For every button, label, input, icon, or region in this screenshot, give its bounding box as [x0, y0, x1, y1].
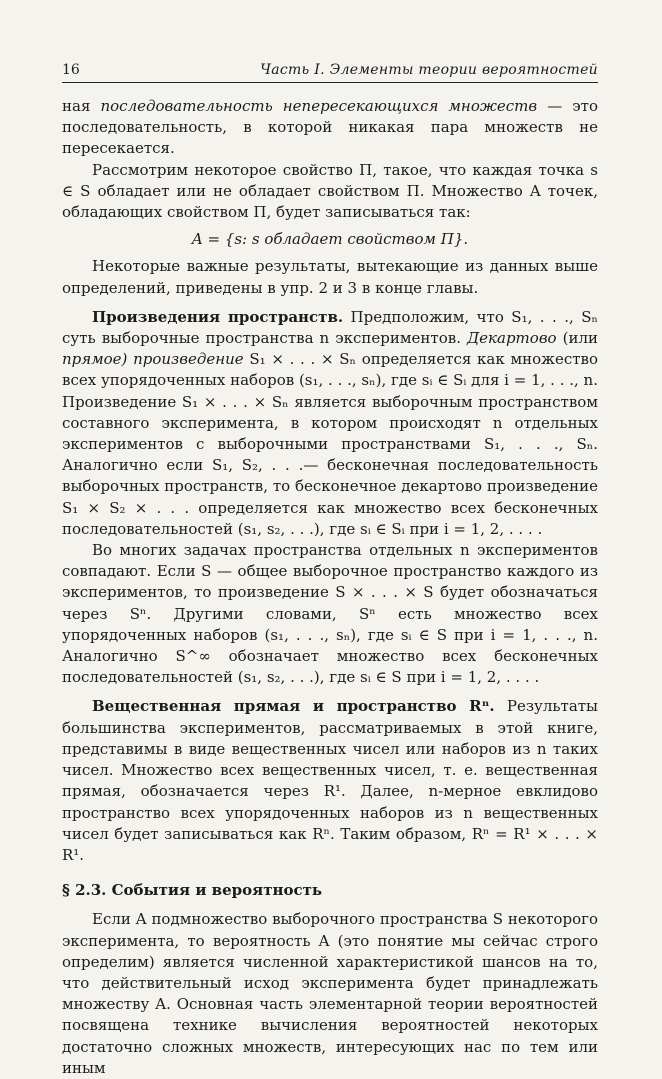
paragraph-events-probability: Если A подмножество выборочного пространства S некоторого эксперимента, то вероятность A (это понятие мы сейчас строго определим) является численной характеристикой шансов на то, что действительный исход эксперимента будет принадлежать множеству A. Основная часть элементарной теории вероятностей посвящена технике вычисления вероятностей некоторых достаточно сложных множеств, интересующих нас по тем или иным	[62, 910, 598, 1077]
paragraph-product-spaces	[62, 307, 598, 540]
text-run: Результаты большинства экспериментов, рассматриваемых в этой книге, представимы в виде вещественных чисел или наборов из n таких чисел. Множество всех вещественных чисел, т. е. вещественная прямая, обозначается через R¹. Далее, n-мерное евклидово пространство всех упорядоченных наборов из n вещественных чисел будет записываться как Rⁿ. Таким образом, Rⁿ = R¹ × . . . × R¹.	[62, 697, 598, 864]
bold-heading: Вещественная прямая и пространство Rⁿ.	[92, 697, 495, 716]
paragraph-continuation	[62, 96, 598, 160]
page-number: 16	[62, 62, 80, 78]
paragraph-real-line	[62, 696, 598, 866]
formula-set-definition: A = {s: s обладает свойством Π}.	[191, 230, 469, 249]
paragraph-results: Некоторые важные результаты, вытекающие из данных выше определений, приведены в упр. 2 и 3 в конце главы.	[62, 257, 598, 297]
paragraph-identical-spaces: Во многих задачах пространства отдельных n экспериментов совпадают. Если S — общее выборочное пространство каждого из экспериментов, то произведение S × . . . × S будет обозначаться через Sⁿ. Другими словами, Sⁿ есть множество всех упорядоченных наборов (s₁, . . ., sₙ), где sᵢ ∈ S при i = 1, . . ., n. Аналогично S^∞ обозначает множество всех бесконечных последовательностей (s₁, s₂, . . .), где sᵢ ∈ S при i = 1, 2, . . . .	[62, 541, 598, 687]
text-run: ная	[62, 97, 101, 115]
italic-term: Декартово	[466, 329, 557, 348]
italic-term: последовательность непересекающихся множеств	[100, 97, 538, 115]
section-heading: § 2.3. События и вероятность	[62, 881, 323, 900]
body-text	[62, 96, 598, 1079]
text-run: — это последовательность, в которой никакая пара множеств не пересекается.	[62, 97, 599, 158]
bold-heading: Произведения пространств.	[92, 307, 344, 326]
text-run: S₁ × . . . × Sₙ определяется как множество всех упорядоченных наборов (s₁, . . ., sₙ), где sᵢ ∈ Sᵢ для i = 1, . . ., n. Произведение S₁ × . . . × Sₙ является выборочным пространством составного эксперимента, в котором происходят n отдельных экспериментов с выборочными пространствами S₁, . . ., Sₙ. Аналогично если S₁, S₂, . . .— бесконечная последовательность выборочных пространств, то бесконечное декартово произведение S₁ × S₂ × . . . определяется как множество всех бесконечных последовательностей (s₁, s₂, . . .), где sᵢ ∈ Sᵢ при i = 1, 2, . . . .	[62, 350, 598, 538]
running-title: Часть I. Элементы теории вероятностей	[260, 62, 598, 78]
text-run: (или	[556, 329, 598, 348]
italic-term: прямое) произведение	[62, 350, 244, 369]
page-header	[62, 60, 598, 83]
text-run: Предположим, что S₁, . . ., Sₙ суть выборочные пространства n экспериментов.	[62, 307, 598, 348]
paragraph-property: Рассмотрим некоторое свойство Π, такое, что каждая точка s ∈ S обладает или не обладает свойством Π. Множество A точек, обладающих свойством Π, будет записываться так:	[62, 160, 598, 222]
